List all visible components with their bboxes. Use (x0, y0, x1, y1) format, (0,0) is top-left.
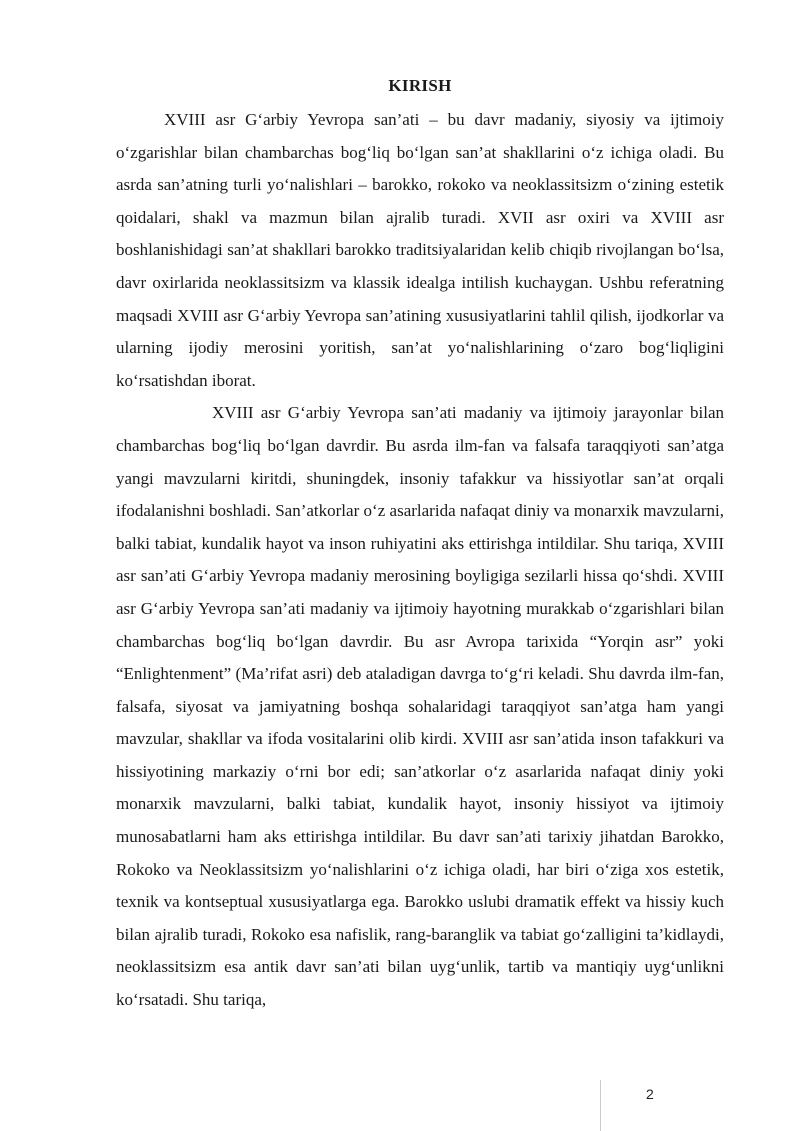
page-number: 2 (646, 1086, 654, 1102)
page-content (116, 76, 724, 1017)
footer-divider (600, 1080, 601, 1131)
body-paragraph: XVIII asr G‘arbiy Yevropa san’ati madaniy va ijtimoiy jarayonlar bilan chambarchas bog‘liq bo‘lgan davrdir. Bu asrda ilm-fan va falsafa taraqqiyoti san’atga yangi mavzularni kiritdi, shuningdek, insoniy tafakkur va hissiyotlar san’at orqali ifodalanishni boshladi. San’atkorlar o‘z asarlarida nafaqat diniy va monarxik mavzularni, balki tabiat, kundalik hayot va inson ruhiyatini aks ettirishga intildilar. Shu tariqa, XVIII asr san’ati G‘arbiy Yevropa madaniy merosining boyligiga sezilarli hissa qo‘shdi. XVIII asr G‘arbiy Yevropa san’ati madaniy va ijtimoiy hayotning murakkab o‘zgarishlari bilan chambarchas bog‘liq bo‘lgan davrdir. Bu asr Avropa tarixida “Yorqin asr” yoki “Enlightenment” (Ma’rifat asri) deb ataladigan davrga to‘g‘ri keladi. Shu davrda ilm-fan, falsafa, siyosat va jamiyatning boshqa sohalaridagi taraqqiyot san’atga ham yangi mavzular, shakllar va ifoda vositalarini olib kirdi. XVIII asr san’atida inson tafakkuri va hissiyotining markaziy o‘rni bor edi; san’atkorlar o‘z asarlarida nafaqat diniy yoki monarxik mavzularni, balki tabiat, kundalik hayot, insoniy hissiyot va ijtimoiy munosabatlarni ham aks ettirishga intildilar. Bu davr san’ati tarixiy jihatdan Barokko, Rokoko va Neoklassitsizm yo‘nalishlarini o‘z ichiga oladi, har biri o‘ziga xos estetik, texnik va kontseptual xususiyatlarga ega. Barokko uslubi dramatik effekt va hissiy kuch bilan ajralib turadi, Rokoko esa nafislik, rang-baranglik va tabiat go‘zalligini ta’kidlaydi, neoklassitsizm esa antik davr san’ati bilan uyg‘unlik, tartib va mantiqiy uyg‘unlikni ko‘rsatadi. Shu tariqa, (116, 403, 724, 1010)
intro-paragraph: XVIII asr G‘arbiy Yevropa san’ati – bu davr madaniy, siyosiy va ijtimoiy o‘zgarishlar bilan chambarchas bog‘liq bo‘lgan san’at shakllarini o‘z ichiga oladi. Bu asrda san’atning turli yo‘nalishlari – barokko, rokoko va neoklassitsizm o‘zining estetik qoidalari, shakl va mazmun bilan ajralib turadi. XVII asr oxiri va XVIII asr boshlanishidagi san’at shakllari barokko traditsiyalaridan kelib chiqib rivojlangan bo‘lsa, davr oxirlarida neoklassitsizm va klassik idealga intilish kuchaygan. Ushbu referatning maqsadi XVIII asr G‘arbiy Yevropa san’atining xususiyatlarini tahlil qilish, ijodkorlar va ularning ijodiy merosini yoritish, san’at yo‘nalishlarining o‘zaro bog‘liqligini ko‘rsatishdan iborat. (116, 110, 724, 390)
section-heading: KIRISH (388, 76, 452, 95)
page-footer (600, 1080, 680, 1131)
